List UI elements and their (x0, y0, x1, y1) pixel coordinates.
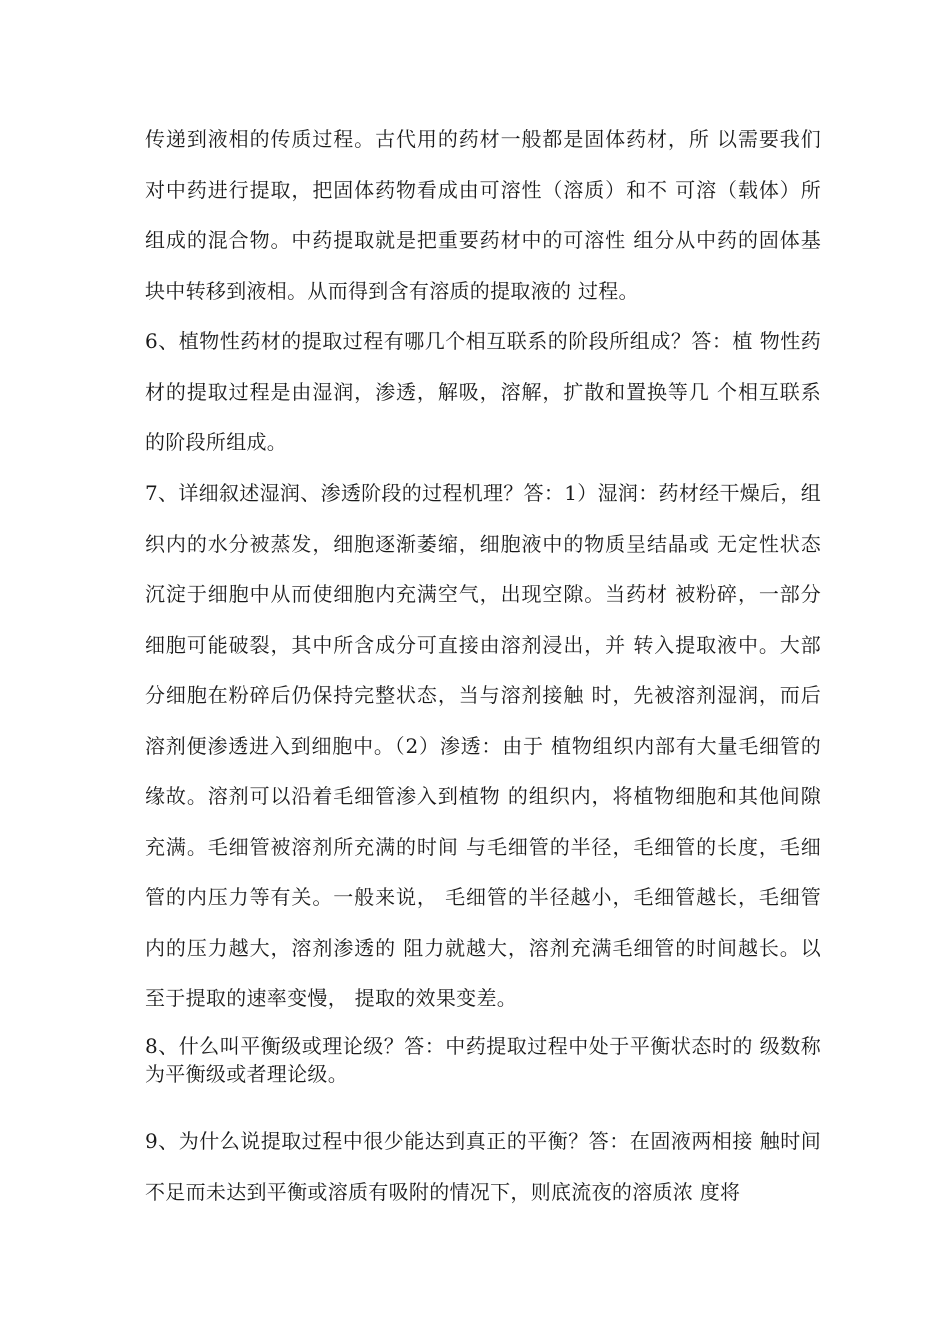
paragraph-question-8: 8、什么叫平衡级或理论级？答：中药提取过程中处于平衡状态时的 级数称为平衡级或者理论级。 (145, 1034, 821, 1086)
paragraph-question-9: 9、为什么说提取过程中很少能达到真正的平衡？答：在固液两相接 触时间不足而未达到平衡或溶质有吸附的情况下，则底流夜的溶质浓 度将 (145, 1129, 821, 1204)
paragraph-question-7: 7、详细叙述湿润、渗透阶段的过程机理？答：1）湿润：药材经干燥后，组织内的水分被蒸发，细胞逐渐萎缩，细胞液中的物质呈结晶或 无定性状态沉淀于细胞中从而使细胞内充满空气，出现空隙。当药材 被粉碎，一部分细胞可能破裂，其中所含成分可直接由溶剂浸出，并 转入提取液中。大部分细胞在粉碎后仍保持完整状态，当与溶剂接触 时，先被溶剂湿润，而后溶剂便渗透进入到细胞中。（2）渗透：由于 植物组织内部有大量毛细管的缘故。溶剂可以沿着毛细管渗入到植物 的组织内，将植物细胞和其他间隙充满。毛细管被溶剂所充满的时间 与毛细管的半径，毛细管的长度，毛细管的内压力等有关。一般来说， 毛细管的半径越小，毛细管越长，毛细管内的压力越大，溶剂渗透的 阻力就越大，溶剂充满毛细管的时间越长。以至于提取的速率变慢， 提取的效果变差。 (145, 481, 821, 1010)
paragraph-question-6: 6、植物性药材的提取过程有哪几个相互联系的阶段所组成？答：植 物性药材的提取过程是由湿润，渗透，解吸，溶解，扩散和置换等几 个相互联系的阶段所组成。 (145, 329, 821, 454)
paragraph-mass-transfer: 传递到液相的传质过程。古代用的药材一般都是固体药材，所 以需要我们对中药进行提取，把固体药物看成由可溶性（溶质）和不 可溶（载体）所组成的混合物。中药提取就是把重要药材中的可溶性 组分从中药的固体基块中转移到液相。从而得到含有溶质的提取液的 过程。 (145, 127, 821, 303)
